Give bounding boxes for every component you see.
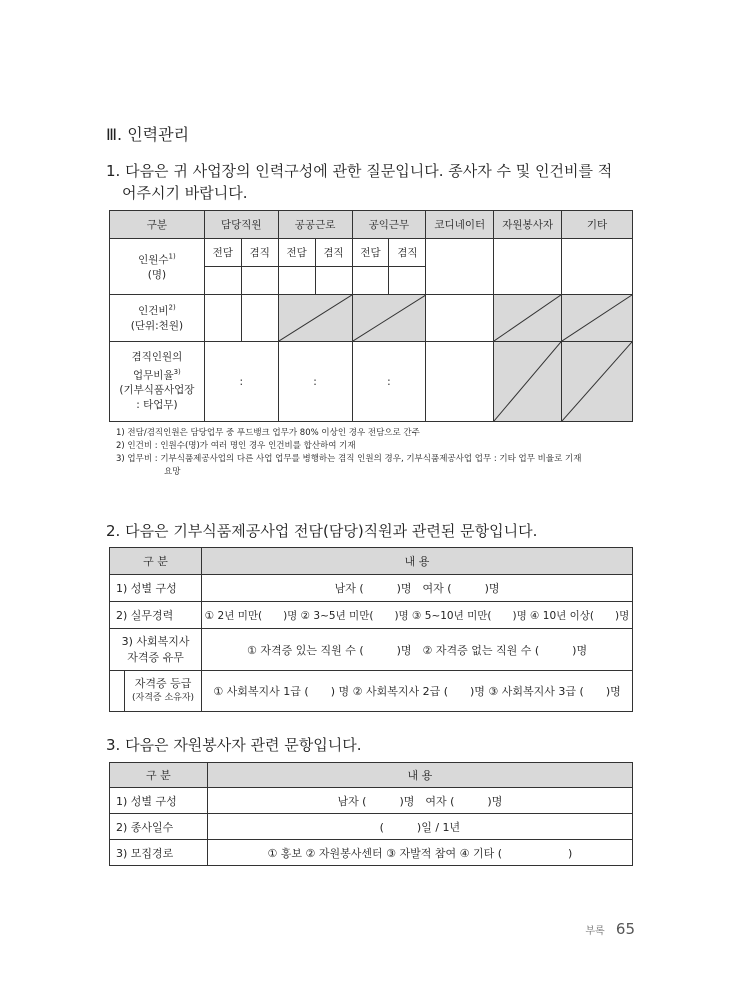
col-header-staff: 담당직원 xyxy=(204,211,278,239)
row-label-headcount: 인원수$^{1)}$ (명) xyxy=(110,239,205,295)
other-ratio-disabled xyxy=(562,342,633,422)
staff-full-input[interactable] xyxy=(204,267,241,295)
coordinator-headcount-cell[interactable] xyxy=(426,239,494,295)
volunteer-cost-disabled xyxy=(494,295,562,342)
q2-row-license-content[interactable]: ① 자격증 있는 직원 수 ( )명 ② 자격증 없는 직원 수 ( )명 xyxy=(202,629,633,671)
q3-head-content: 내 용 xyxy=(207,763,632,788)
coordinator-cost-input[interactable] xyxy=(426,295,494,342)
row-label-labor-cost: 인건비$^{2)}$ (단위:천원) xyxy=(110,295,205,342)
publicwork-full-input[interactable] xyxy=(278,267,315,295)
staff-full-label: 전담 xyxy=(204,239,241,267)
coordinator-ratio-input[interactable] xyxy=(426,342,494,422)
row-label-work-ratio: 겸직인원의 업무비율$^{3)}$ (기부식품사업장 : 타업무) xyxy=(110,342,205,422)
col-header-public-service: 공익근무 xyxy=(352,211,426,239)
q2-row-grade-label: 자격증 등급 (자격증 소유자) xyxy=(132,677,195,703)
publicservice-full-label: 전담 xyxy=(352,239,389,267)
publicservice-part-input[interactable] xyxy=(389,267,426,295)
q2-row-grade-label-cell xyxy=(110,671,202,712)
q2-row-gender-content[interactable]: 남자 ( )명 여자 ( )명 xyxy=(202,575,633,602)
q2-head-content: 내 용 xyxy=(202,548,633,575)
publicwork-ratio-input[interactable]: : xyxy=(278,342,352,422)
staff-full-cost-input[interactable] xyxy=(204,295,241,342)
q2-row-grade-content[interactable]: ① 사회복지사 1급 ( ) 명 ② 사회복지사 2급 ( )명 ③ 사회복지사 3급 ( )명 xyxy=(202,671,633,712)
q2-row-license-label: 3) 사회복지사 자격증 유무 xyxy=(110,629,202,671)
col-header-coordinator: 코디네이터 xyxy=(426,211,494,239)
footnote-2: 2) 인건비 : 인원수(명)가 여러 명인 경우 인건비를 합산하여 기재 xyxy=(116,441,356,451)
page-footer xyxy=(585,920,635,938)
publicservice-full-input[interactable] xyxy=(352,267,389,295)
q2-title: 2. 다음은 기부식품제공사업 전담(담당)직원과 관련된 문항입니다. xyxy=(106,522,538,540)
volunteer-headcount-cell[interactable] xyxy=(494,239,562,295)
q3-row-days-content[interactable]: ( )일 / 1년 xyxy=(207,814,632,840)
col-header-volunteer: 자원봉사자 xyxy=(494,211,562,239)
staff-ratio-input[interactable]: : xyxy=(204,342,278,422)
page-number: 65 xyxy=(615,920,635,938)
col-header-public-work: 공공근로 xyxy=(278,211,352,239)
q3-row-recruit-label: 3) 모집경로 xyxy=(110,840,208,866)
q2-row-gender-label: 1) 성별 구성 xyxy=(110,575,202,602)
q3-row-recruit-content[interactable]: ① 홍보 ② 자원봉사센터 ③ 자발적 참여 ④ 기타 ( ) xyxy=(207,840,632,866)
publicservice-ratio-input[interactable]: : xyxy=(352,342,426,422)
q3-row-gender-label: 1) 성별 구성 xyxy=(110,788,208,814)
footer-label: 부록 xyxy=(585,926,605,937)
q1-table xyxy=(109,210,633,422)
q1-line1: 1. 다음은 귀 사업장의 인력구성에 관한 질문입니다. 종사자 수 및 인건비를 적 xyxy=(106,162,613,180)
q3-table xyxy=(109,762,633,866)
publicservice-cost-disabled xyxy=(352,295,426,342)
q2-row-experience-content[interactable]: ① 2년 미만( )명 ② 3~5년 미만( )명 ③ 5~10년 미만( )명 ④ 10년 이상( )명 xyxy=(202,602,633,629)
footnote-3-cont: 요망 xyxy=(164,467,181,477)
publicwork-cost-disabled xyxy=(278,295,352,342)
section-title: Ⅲ. 인력관리 xyxy=(106,125,190,144)
other-cost-disabled xyxy=(562,295,633,342)
q2-row-experience-label: 2) 실무경력 xyxy=(110,602,202,629)
q1-line2: 어주시기 바랍니다. xyxy=(122,184,248,202)
col-header-other: 기타 xyxy=(562,211,633,239)
publicwork-part-input[interactable] xyxy=(315,267,352,295)
col-header-category: 구분 xyxy=(110,211,205,239)
q2-table xyxy=(109,547,633,712)
q1-text xyxy=(106,160,612,204)
q3-head-category: 구 분 xyxy=(110,763,208,788)
q3-title: 3. 다음은 자원봉사자 관련 문항입니다. xyxy=(106,736,362,754)
volunteer-ratio-disabled xyxy=(494,342,562,422)
q3-row-gender-content[interactable]: 남자 ( )명 여자 ( )명 xyxy=(207,788,632,814)
q3-row-days-label: 2) 종사일수 xyxy=(110,814,208,840)
footnote-1: 1) 전담/겸직인원은 담당업무 중 푸드뱅크 업무가 80% 이상인 경우 전담으로 간주 xyxy=(116,428,420,438)
other-headcount-cell[interactable] xyxy=(562,239,633,295)
publicwork-full-label: 전담 xyxy=(278,239,315,267)
footnote-3: 3) 업무비 : 기부식품제공사업의 다른 사업 업무를 병행하는 겸직 인원의 경우, 기부식품제공사업 업무 : 기타 업무 비율로 기재 xyxy=(116,454,582,464)
q1-footnotes xyxy=(116,427,636,479)
staff-part-label: 겸직 xyxy=(241,239,278,267)
publicservice-part-label: 겸직 xyxy=(389,239,426,267)
publicwork-part-label: 겸직 xyxy=(315,239,352,267)
q2-head-category: 구 분 xyxy=(110,548,202,575)
staff-part-input[interactable] xyxy=(241,267,278,295)
staff-part-cost-input[interactable] xyxy=(241,295,278,342)
